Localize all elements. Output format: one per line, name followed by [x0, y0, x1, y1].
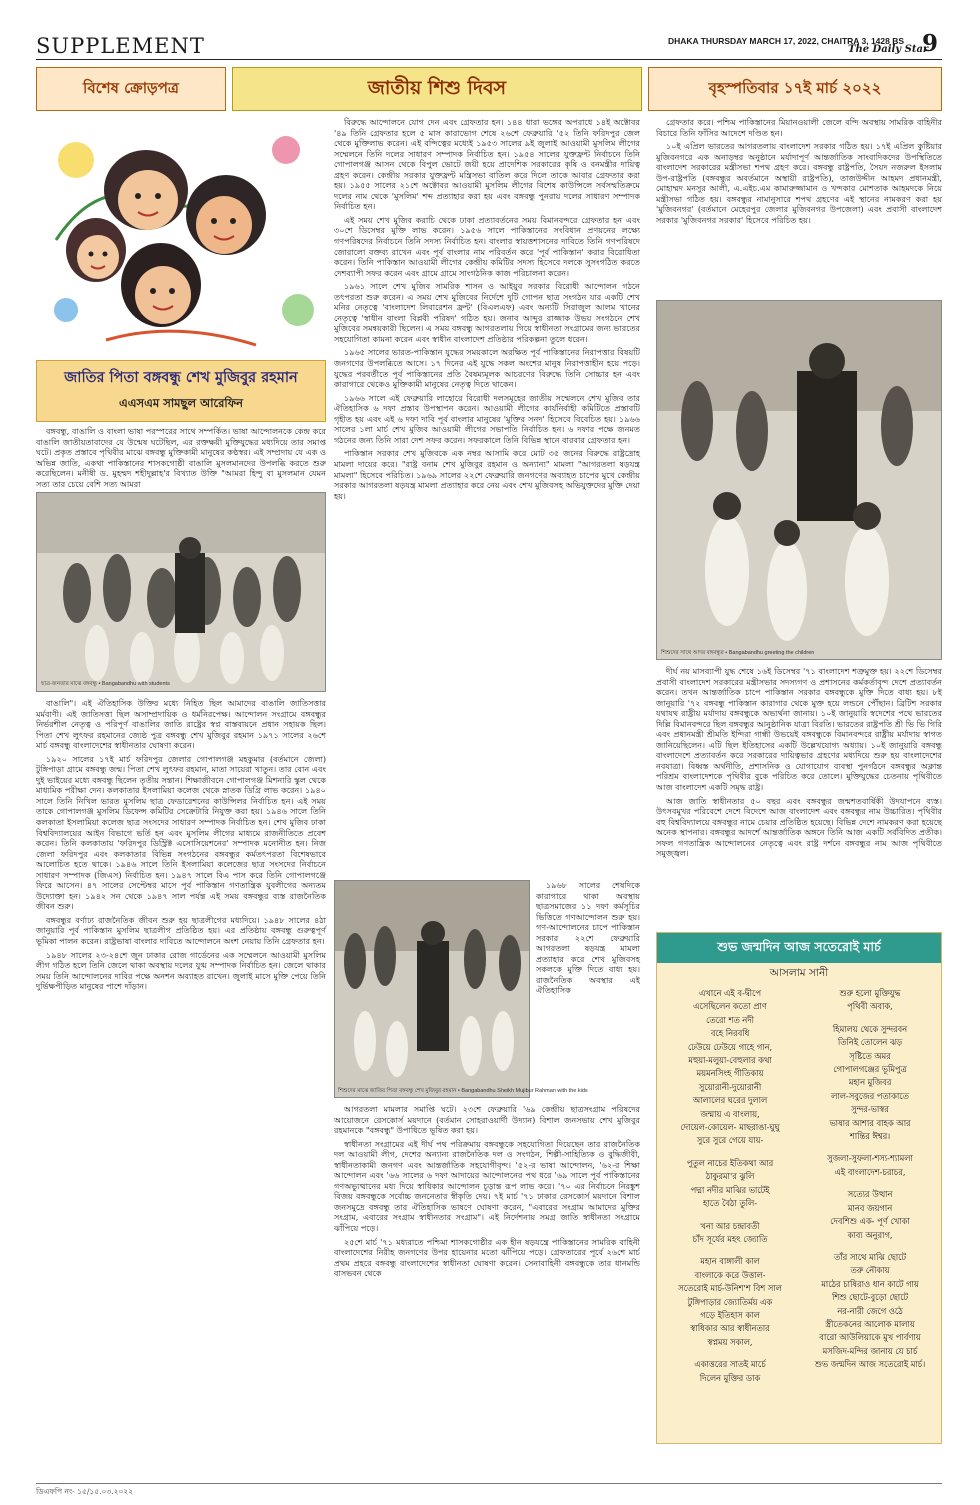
paragraph: আগরতলা মামলার সমাপ্তি ঘটে। ২৩শে ফেব্রুয়ারি '৬৯ কেন্দ্রীয় ছাত্রসংগ্রাম পরিষদের আয়োজনে রেসকোর্স ময়দানে (বর্তমান সোহরাওয়ার্দী উদ্যান) বিশাল জনসভায় শেখ মুজিবুর রহমানকে "বঙ্গবন্ধু" উপাধিতে ভূষিত করা হয়।: [334, 1104, 640, 1136]
poem-line: মহুয়া-মলুয়া-বেহুলার কথা: [688, 1055, 772, 1066]
poem-title: শুভ জন্মদিন আজ সতেরোই মার্চ: [717, 939, 881, 954]
right-column-top: [656, 117, 942, 297]
photo-art: [335, 881, 588, 1097]
band-national-children-day: জাতীয় শিশু দিবস: [232, 67, 642, 111]
poem-line: গড়ে ইতিহাস কাল: [700, 1309, 760, 1320]
poem-line: ভাষার আশার বাহক আর: [829, 1117, 911, 1128]
poem-column-1: [661, 987, 799, 1385]
paragraph: ১৯৪৮ সালের ২৩-২৪শে জুন ঢাকার রোজ গার্ডেনের এক সম্মেলনে আওয়ামী মুসলিম লীগ গঠিত হলে তিনি জেলে থাকা অবস্থায় দলের যুগ্ম সম্পাদক নির্বাচিত হন। জেলে থাকার সময় তিনি আন্দোলনের দাবির পক্ষে অনশন অব্যাহত রাখেন। জুলাই মাসে মুক্তি পেয়ে তিনি দুর্ভিক্ষপীড়িত মানুষের পাশে দাঁড়ান।: [36, 949, 326, 992]
poem-stanza-break: [801, 1179, 939, 1188]
article-byline: এএসএম সামছুল আরেফিন: [118, 396, 243, 410]
paragraph: এই সময় শেখ মুজিব করাচি থেকে ঢাকা প্রত্যাবর্তনের সময় বিমানবন্দরে গ্রেফতার হন এবং ৩০শে ডিসেম্বর মুক্তি লাভ করেন। ১৯৫৬ সালে পাকিস্তানের সংবিধান প্রণয়নের লক্ষ্যে গণপরিষদের নির্বাচনে তিনি সদস্য নির্বাচিত হন। বাংলার স্বায়ত্তশাসনের দাবিতে তিনি গণপরিষদে জোরালো বক্তব্য রাখেন এবং পূর্ব বাংলার নাম পরিবর্তন করে 'পূর্ব পাকিস্তান' করার বিরোধিতা করেন। তিনি পাকিস্তান আওয়ামী লীগের কেন্দ্রীয় কমিটির সদস্য হিসেবে দলকে সুসংগঠিত করতে দেশব্যাপী সফর করেন এবং গ্রামে গ্রামে সাংগঠনিক কাজ পরিচালনা করেন।: [334, 214, 640, 278]
children-illustration-art: [36, 120, 326, 356]
issue-dateline: DHAKA THURSDAY MARCH 17, 2022, CHAITRA 3, 1428 BS: [668, 36, 905, 46]
poem-stanza-break: [661, 1211, 799, 1220]
footer-rule: [36, 1483, 942, 1484]
title-band: [36, 67, 942, 111]
left-column-intro: [36, 426, 326, 489]
poem-line: বাংলাকে করে উত্তাল-: [694, 1269, 766, 1280]
photo-caption: শিশুদের সাথে আদর বঙ্গবন্ধুর • Bangabandhu greeting the children: [661, 650, 815, 656]
poem-line: গোপালগঞ্জের ভূমিপুত্র: [833, 1064, 907, 1075]
paragraph: গ্রেফতার করে। পশ্চিম পাকিস্তানের মিয়ানওয়ালী জেলে বন্দি অবস্থায় সামরিক বাহিনীর বিচারে তিনি ফাঁসির আদেশে দণ্ডিত হন।: [656, 117, 942, 138]
paragraph: ১৯২০ সালের ১৭ই মার্চ ফরিদপুর জেলার গোপালগঞ্জ মহকুমার (বর্তমানে জেলা) টুঙ্গিপাড়া গ্রামে বঙ্গবন্ধু জন্ম। পিতা শেখ লুৎফর রহমান, মাতা সায়েরা খাতুন। তার বোন এবং দুই ভাইয়ের মধ্যে বঙ্গবন্ধু ছিলেন তৃতীয় সন্তান। শিক্ষাজীবনে গোপালগঞ্জ মিশনারি স্কুল থেকে মাধ্যমিক পরীক্ষা দেন। কলকাতার ইসলামিয়া কলেজ থেকে স্নাতক ডিগ্রি লাভ করেন। ১৯৪০ সালে তিনি নিখিল ভারত মুসলিম ছাত্র ফেডারেশনের কাউন্সিলর নির্বাচিত হন। এই সময় তাকে গোপালগঞ্জ মুসলিম ডিফেন্স কমিটির সেক্রেটারি নিযুক্ত করা হয়। ১৯৪৬ সালে তিনি কলকাতা ইসলামিয়া কলেজ ছাত্র সংসদের সাধারণ সম্পাদক নির্বাচিত হন। শেখ মুজিব ঢাকা বিশ্ববিদ্যালয়ের আইন বিভাগে ভর্তি হন এবং মুসলিম লীগের মাধ্যমে রাজনীতিতে প্রবেশ করেন। তিনি কলকাতায় 'ফরিদপুর ডিস্ট্রিক্ট এসোসিয়েশনের' সম্পাদক মনোনীত হন। নিজ জেলা ফরিদপুর এবং কলকাতার বিভিন্ন সংগঠনের বঙ্গবন্ধুর কর্মতৎপরতা বিশেষভাবে আলোচিত হতে থাকে। ১৯৪৬ সালে তিনি ইসলামিয়া কলেজের ছাত্র সংসদের নির্বাচনে সাধারণ সম্পাদক (জিএস) নির্বাচিত হন। ১৯৪৭ সালে বিএ পাস করে তিনি গোপালগঞ্জে ফিরে আসেন। ৪৭ সালের সেপ্টেম্বর মাসে পূর্ব পাকিস্তান গণতান্ত্রিক যুবলীগের অন্যতম উদ্যোক্তা হন। ১৯৪২ সন থেকে ১৯৪৭ সাল পর্যন্ত এই সময় বঙ্গবন্ধুর ব্যস্ত রাজনৈতিক জীবন শুরু।: [36, 753, 326, 912]
poem-stanza-break: [801, 1014, 939, 1023]
poem-line: কাব্য অনুরাগ,: [847, 1229, 893, 1240]
poem-header: [657, 933, 941, 963]
poem-line: শিশু ছোটে-বুড়ো ছোটে: [831, 1292, 909, 1303]
article-header: [36, 360, 326, 422]
paragraph: বিরুদ্ধে আন্দোলনে যোগ দেন এবং গ্রেফতার হন। ১৪৪ ধারা ভঙ্গের অপরাধে ১৪ই অক্টোবর '৪৯ তিনি গ্রেফতার হলে ৫ মাস কারাভোগ শেষে ২৬শে ফেব্রুয়ারি '৫২ তিনি ফরিদপুর জেল থেকে মুক্তিলাভ করেন। এই বন্দিত্বের মধ্যেই ১৯৫৩ সালের ৯ই জুলাই আওয়ামী মুসলিম লীগের সম্মেলনে তিনি দলের সাধারণ সম্পাদক নির্বাচিত হন। ১৯৫৪ সালের যুক্তফ্রন্ট নির্বাচনে তিনি গোপালগঞ্জ আসন থেকে বিপুল ভোটে জয়ী হয়ে প্রাদেশিক সরকারের কৃষি ও বনমন্ত্রীর দায়িত্ব গ্রহণ করেন। কেন্দ্রীয় সরকার যুক্তফ্রন্ট মন্ত্রিসভা বাতিল করে দিলে তাকে আবার গ্রেফতার করা হয়। ১৯৫৫ সালের ২১শে অক্টোবর আওয়ামী মুসলিম লীগের বিশেষ কাউন্সিলে সর্বসম্মতিক্রমে দলের নাম থেকে 'মুসলিম' শব্দ প্রত্যাহার করা হয় এবং বঙ্গবন্ধু পুনরায় দলের সাধারণ সম্পাদক নির্বাচিত হন।: [334, 117, 640, 212]
poem-line: শান্তির ঈশ্বর।: [849, 1131, 891, 1142]
poem-line: হাতে বৈঠা তুলি-: [703, 1198, 757, 1209]
poem-author: আসলাম সানী: [769, 967, 829, 979]
paragraph: পাকিস্তান সরকার শেখ মুজিবকে এক নম্বর আসামি করে মোট ৩৫ জনের বিরুদ্ধে রাষ্ট্রদ্রোহ মামলা দায়ের করে। "রাষ্ট্র বনাম শেখ মুজিবুর রহমান ও অন্যান্য" মামলা "আগরতলা ষড়যন্ত্র মামলা" হিসেবে পরিচিত। ১৯৬৯ সালের ২২শে ফেব্রুয়ারি জনগণের অব্যাহত চাপের মুখে কেন্দ্রীয় সরকার আগরতলা ষড়যন্ত্র মামলা প্রত্যাহার করে নেয় এবং শেখ মুজিবসহ অভিযুক্তদের মুক্তি দেয়া হয়।: [334, 448, 640, 501]
band-special-supplement: বিশেষ ক্রোড়পত্র: [36, 67, 226, 111]
poem-line: সৃষ্টিতে অমর: [849, 1050, 891, 1061]
paragraph: ২৫শে মার্চ '৭১ মধ্যরাতে পশ্চিমা শাসকগোষ্ঠীর এক হীন ষড়যন্ত্রে পাকিস্তানের সামরিক বাহিনী বাংলাদেশের নিরীহ জনগণের উপর হায়েনার মতো ঝাঁপিয়ে পড়ে। গ্রেফতারের পূর্বে ২৬শে মার্চ প্রথম প্রহরে বঙ্গবন্ধু বাংলাদেশের স্বাধীনতা ঘোষণা করেন। সেনাবাহিনী বঙ্গবন্ধুকে তার ধানমন্ডি বাসভবন থেকে: [334, 1236, 640, 1279]
poem-stanza-break: [661, 1349, 799, 1358]
poem-line: তরু নৌকায়: [850, 1265, 890, 1276]
poem-line: নর-নারী জেগে ওঠে: [837, 1305, 903, 1316]
middle-column-body: [334, 117, 640, 875]
paragraph: বঙ্গবন্ধু, বাঙালি ও বাংলা ভাষা পরস্পরের সাথে সম্পর্কিত। ভাষা আন্দোলনকে কেন্দ্র করে বাঙালি জাতীয়তাবাদের যে উন্মেষ ঘটেছিল, এর রক্তক্ষয়ী মুক্তিযুদ্ধের মধ্যদিয়ে তার সমাপ্ত ঘটে। প্রকৃত প্রস্তাবে পৃথিবীর মাঝে বঙ্গবন্ধু মুক্তিকামী মানুষের কণ্ঠস্বর। এই সম্প্রদায় যে এক ও অভিন্ন জাতি, একথা পাকিস্তানের শাসকগোষ্ঠী বাঙালি মুসলমানদের উপলব্ধি করতে শুরু করেছিলেন। মনীষী ড. মুহম্মদ শহীদুল্লাহ'র বিখ্যাত উক্তি "আমরা হিন্দু বা মুসলমান যেমন সত্য তার চেয়ে বেশি সত্য আমরা: [36, 426, 326, 489]
photo-caption: ছাত্র-জনতার মাঝে বঙ্গবন্ধু • Bangabandhu with students: [41, 681, 170, 687]
poem-line: পদ্মা নদীর মাঝির ভাটেই: [690, 1184, 770, 1195]
poem-column-2: [801, 987, 939, 1372]
poem-line: হিমালয় থেকে সুন্দরবন: [832, 1023, 908, 1034]
poem-line: সুয়োরানী-দুয়োরানী: [698, 1081, 762, 1092]
poem-line: দিলেন মুক্তির ডাক: [699, 1372, 761, 1383]
photo-art: [657, 301, 941, 659]
poem-line: পুতুল নাচের ইতিকথা আর: [686, 1157, 774, 1168]
poem-line: তিনিই তোলেন ঝড়: [837, 1037, 903, 1048]
poem-line: দোয়েল-কোয়েল- মাছরাঙা-ঘুঘু: [680, 1122, 780, 1133]
poem-line: স্ত্রীতেকনের আলোক মালায়: [825, 1318, 915, 1329]
poem-line: এই বাংলাদেশ-চরাচর,: [834, 1166, 906, 1177]
masthead-rule: [36, 59, 942, 60]
poem-line: লাল-সবুজের পতাকাতে: [831, 1090, 909, 1101]
poem-line: মহান বাঙ্গালী কাল: [700, 1256, 760, 1267]
poem-line: দেবশিশু এক- পূর্ণ খোকা: [830, 1216, 910, 1227]
poem-stanza-break: [661, 1246, 799, 1255]
poem-line: খনা আর চন্দ্রাবতী: [700, 1220, 760, 1231]
poem-line: বারো আউলিয়াকে মুখ পার্বণায়: [819, 1332, 921, 1343]
poem-line: সত্যের উত্থান: [847, 1189, 893, 1200]
middle-narrow-column: [536, 880, 640, 1100]
children-illustration: [36, 120, 326, 356]
poem-line: এখানে এই ব-দ্বীপে: [698, 988, 762, 998]
newspaper-logo: The Daily Star: [848, 44, 929, 55]
poem-line: সুরে সুরে গেয়ে যায়-: [696, 1135, 764, 1146]
poem-line: চাঁদ সূর্যের মহৎ জ্যোতি: [692, 1233, 768, 1244]
poem-line: সুন্দর-ভাস্বর: [851, 1104, 889, 1115]
poem-line: শুরু হলো মুক্তিযুদ্ধ: [839, 988, 901, 998]
paragraph: স্বাধীনতা সংগ্রামের এই দীর্ঘ পথ পরিক্রমায় বঙ্গবন্ধুকে সহযোগিতা দিয়েছেন তার রাজনৈতিক দল আওয়ামী লীগ, দেশের অন্যান্য রাজনৈতিক দল ও সংগঠন, শিল্পী-সাহিত্যিক ও বুদ্ধিজীবী, স্বাধীনতাকামী জনগণ এবং আন্তর্জাতিক সহযোগীবৃন্দ। '৫২-র ভাষা আন্দোলন, '৬২-র শিক্ষা আন্দোলন এবং '৬৬ সালের ৬ দফা আদায়ের আন্দোলনের পথ ধরে '৬৯ সালে পূর্ব পাকিস্তানের গণঅভ্যুত্থানের মধ্য দিয়ে স্বাধিকার আন্দোলন চূড়ান্ত রূপ লাভ করে। '৭০ এর নির্বাচনে নিরঙ্কুশ বিজয় বঙ্গবন্ধুকে সর্বোচ্চ জননেতার স্বীকৃতি দেয়। ৭ই মার্চ '৭১ ঢাকার রেসকোর্স ময়দানে বিশাল জনসমুদ্রে বঙ্গবন্ধু তার ঐতিহাসিক ভাষণে ঘোষণা করেন, "এবারের সংগ্রাম আমাদের মুক্তির সংগ্রাম, এবারের সংগ্রাম স্বাধীনতার সংগ্রাম"। এই নির্দেশনায় সমগ্র জাতি স্বাধীনতা সংগ্রামে ঝাঁপিয়ে পড়ে।: [334, 1138, 640, 1234]
paragraph: বাঙালি"। এই ঐতিহাসিক উক্তির মধ্যে নিহিত ছিল আমাদের বাঙালি জাতিসত্তার মর্মবাণী। এই জাতিসত্তা ছিল অসাম্প্রদায়িক ও ধর্মনিরপেক্ষ। আন্দোলন সংগ্রামে বঙ্গবন্ধুর নির্ভরশীল নেতৃত্ব ও পরিপূর্ণ বাঙালির জাতি রাষ্ট্রের স্বপ্ন বাস্তবায়নে প্রধান সহায়ক ছিল। পিতা শেখ লুৎফর রহমানের জ্যেষ্ঠ পুত্র বঙ্গবন্ধু শেখ মুজিবুর রহমান ১৯৭১ সালের ২৬শে মার্চ বঙ্গবন্ধু বাংলাদেশের স্বাধীনতার ঘোষণা করেন।: [36, 698, 326, 751]
paragraph: ১৯৬৮ সালের শেষদিকে কারাগারে থাকা অবস্থায় ছাত্রসমাজের ১১ দফা কর্মসূচির ভিত্তিতে গণআন্দোলন শুরু হয়। গণ-আন্দোলনের চাপে পাকিস্তান সরকার ২২শে ফেব্রুয়ারি আগরতলা ষড়যন্ত্র মামলা প্রত্যাহার করে শেখ মুজিবসহ সকলকে মুক্তি দিতে বাধ্য হয়। রাজনৈতিক অবস্থার এই ঐতিহাসিক: [536, 880, 640, 996]
poem-line: স্বপ্নময় সকাল,: [707, 1336, 753, 1347]
poem-line: ময়মনসিংহ গীতিকায়: [696, 1068, 764, 1079]
poem-line: ঠাকুরমা'র ঝুলি: [705, 1171, 755, 1182]
section-name: SUPPLEMENT: [36, 34, 205, 58]
right-column-bottom: [656, 666, 942, 926]
poem-line: এসেছিলেন কতো প্রাণ: [693, 1001, 767, 1012]
poem-line: বহে নিরবধি: [710, 1028, 750, 1039]
paragraph: ১৯৬১ সালে শেখ মুজিব সামরিক শাসন ও আইয়ুব সরকার বিরোধী আন্দোলন গঠনে তৎপরতা শুরু করেন। এ সময় শেখ মুজিবের নির্দেশে দুটি গোপন ছাত্র সংগঠন যার একটি শেখ মনির নেতৃত্বে 'বাংলাদেশ লিবারেশন ফ্রন্ট' (বিএলএফ) এবং অন্যটি সিরাজুল আলম খানের নেতৃত্বে 'স্বাধীন বাংলা বিপ্লবী পরিষদ' গঠিত হয়। জনাব আব্দুর রাজ্জাক উভয় সংগঠনে শেখ মুজিবের সমন্বয়কারী ছিলেন। এ সময় বঙ্গবন্ধু আগরতলায় গিয়ে স্বাধীনতা সংগ্রামের জন্য ভারতের সহযোগিতা কামনা করেন এবং স্বাধীন বাংলাদেশ প্রতিষ্ঠার পরিকল্পনা তুলে ধরেন।: [334, 281, 640, 344]
poem-stanza-break: [661, 1148, 799, 1157]
photo-art: [37, 493, 325, 691]
poem-line: একাত্তরের সাতই মার্চে: [694, 1359, 766, 1370]
poem-line: ঢেউয়ে ঢেউয়ে গাহে গান,: [687, 1041, 773, 1052]
poem-line: পৃথিবী অবাক,: [847, 1001, 893, 1012]
paragraph: আজ জাতি স্বাধীনতার ৫০ বছর এবং বঙ্গবন্ধুর জন্মশতবার্ষিকী উদযাপনে ব্যস্ত। উৎসবমুখর পরিবেশে দেশে বিদেশে আজ বাংলাদেশ এবং বঙ্গবন্ধুর নাম উচ্চারিত। পৃথিবীর বহু বিশ্ববিদ্যালয়ে বঙ্গবন্ধুর নামে চেয়ার প্রতিষ্ঠিত হয়েছে। বিভিন্ন দেশে নামকরণ করা হয়েছে অনেক স্থাপনার। বঙ্গবন্ধুর আদর্শে আন্তর্জাতিক অঙ্গনে তিনি আজ একটি সর্ববিদিত প্রতীক। সফল গণতান্ত্রিক আন্দোলনের নেতৃত্বে এবং রাষ্ট্র দর্শনে বঙ্গবন্ধুর নাম আজ পৃথিবীতে সমুজ্জ্বল।: [656, 795, 942, 859]
paragraph: ১৯৬৫ সালের ভারত-পাকিস্তান যুদ্ধের সময়কালে অরক্ষিত পূর্ব পাকিস্তানের নিরাপত্তার বিষয়টি জনগণের উপলব্ধিতে আসে। ১৭ দিনের এই যুদ্ধে সকল অংশের মানুষ নিরাপত্তাহীন হয়ে পড়ে। যুদ্ধের পরবর্তীতে পূর্ব পাকিস্তানের প্রতি বৈষম্যমূলক আচরণের বিরুদ্ধে তিনি সোচ্চার হন এবং কারাগারে থেকেও মুক্তিকামী মানুষের নেতৃত্ব দিতে থাকেন।: [334, 347, 640, 390]
middle-column-bottom: [334, 1104, 640, 1482]
paragraph: ১০ই এপ্রিল ভারতের আগরতলায় বাংলাদেশ সরকার গঠিত হয়। ১৭ই এপ্রিল কুষ্টিয়ার মুজিবনগরে এক অনাড়ম্বর অনুষ্ঠানে মর্যাদাপূর্ণ আন্তর্জাতিক সাংবাদিকদের উপস্থিতিতে বাংলাদেশ সরকারের মন্ত্রীসভা শপথ গ্রহণ করে। বঙ্গবন্ধু রাষ্ট্রপতি, সৈয়দ নজরুল ইসলাম উপ-রাষ্ট্রপতি (বঙ্গবন্ধুর অবর্তমানে অস্থায়ী রাষ্ট্রপতি), তাজউদ্দীন আহমদ প্রধানমন্ত্রী, মোহাম্মদ মনসুর আলী, এ.এইচ.এম কামারুজ্জামান ও খন্দকার মোশতাক আহমদকে নিয়ে মন্ত্রীসভা গঠিত হয়। বঙ্গবন্ধুর নামানুসারে শপথ গ্রহণের এই স্থানের নামকরণ করা হয় 'মুজিবনগর' (বর্তমানে মেহেরপুর জেলার মুজিবনগর উপজেলা) এবং প্রবাসী বাংলাদেশ সরকার 'মুজিবনগর সরকার' হিসেবে পরিচিত হয়।: [656, 141, 942, 225]
poem-line: সতেরোই মার্চ-উনিশ'শ বিশ সাল: [678, 1283, 782, 1294]
poem-line: টুঙ্গিপাড়ার জ্যোতির্ময় এক: [687, 1296, 773, 1307]
left-column-body: [36, 698, 326, 1482]
poem-line: আলালের ঘরের দুলাল: [692, 1095, 768, 1106]
poem-line: তাঁর সাথে মাঝি ছোটে: [833, 1251, 907, 1262]
paragraph: বঙ্গবন্ধুর বর্ণাঢ্য রাজনৈতিক জীবন শুরু হয় ছাত্রলীগের মধ্যদিয়ে। ১৯৪৮ সালের ৪ঠা জানুয়ারি পূর্ব পাকিস্তান মুসলিম ছাত্রলীগ প্রতিষ্ঠিত হয়। এর প্রতিষ্ঠায় বঙ্গবন্ধু গুরুত্বপূর্ণ ভূমিকা পালন করেন। রাষ্ট্রভাষা বাংলার দাবিতে আন্দোলনে অংশ নেয়ায় তিনি গ্রেফতার হন।: [36, 914, 326, 947]
poem-line: জন্মায় এ বাংলায়,: [700, 1108, 760, 1119]
photo-caption: শিশুদের মাঝে জাতির পিতা বঙ্গবন্ধু শেখ মুজিবুর রহমান • Bangabandhu Sheikh Mujibur Rahman with the kids: [338, 1088, 588, 1094]
photo-bangabandhu-students: [36, 492, 326, 692]
poem-line: স্বাধিকার আর স্বাধীনতার: [690, 1323, 770, 1334]
poem-line: মসজিদ-মন্দির জানায় যে চার্চ: [822, 1345, 918, 1356]
poem-line: সুজলা-সুফলা-শস্য-শ্যামলা: [827, 1153, 913, 1164]
poem-line: মানব জয়গান: [847, 1202, 893, 1213]
photo-bangabandhu-greeting: [656, 300, 942, 660]
page-number: 9: [922, 30, 939, 57]
poem-line: মাঠের চাষিরাও ধান কাটে গায়: [821, 1278, 919, 1289]
poem-line: মহান মুজিবর: [848, 1077, 892, 1088]
footer-dfp-number: ডিএফপি নং- ১৫/১৫.০৩.২০২২: [36, 1487, 134, 1496]
masthead: [0, 0, 980, 60]
paragraph: দীর্ঘ নয় মাসব্যাপী যুদ্ধ শেষে ১৬ই ডিসেম্বর '৭১ বাংলাদেশ শত্রুমুক্ত হয়। ২২শে ডিসেম্বর প্রবাসী বাংলাদেশ সরকারের মন্ত্রীসভার সদস্যগণ ও প্রশাসনের কর্মকর্তাবৃন্দ দেশে প্রত্যাবর্তন করেন। তখন আন্তর্জাতিক চাপে পাকিস্তান সরকার বঙ্গবন্ধুকে মুক্তি দিতে বাধ্য হয়। ৮ই জানুয়ারি '৭২ বঙ্গবন্ধু পাকিস্তান কারাগার থেকে মুক্ত হয়ে লন্ডনে পৌঁছান। ব্রিটিশ সরকার যথাযথ রাষ্ট্রীয় মর্যাদায় বঙ্গবন্ধুকে অভ্যর্থনা জানায়। ১০ই জানুয়ারি স্বদেশের পথে ভারতের দিল্লি বিমানবন্দরে ছিল বঙ্গবন্ধুর আনুষ্ঠানিক যাত্রা বিরতি। ভারতের রাষ্ট্রপতি শ্রী ভি ভি গিরি এবং প্রধানমন্ত্রী শ্রীমতি ইন্দিরা গান্ধী উভয়েই বঙ্গবন্ধুকে বিমানবন্দরে রাষ্ট্রীয় মর্যাদায় স্বাগত জানিয়েছিলেন। এটি ছিল ইতিহাসের একটি উল্লেখযোগ্য অধ্যায়। ১০ই জানুয়ারি বঙ্গবন্ধু বাংলাদেশে প্রত্যাবর্তন করে সরকারের দায়িত্বভার গ্রহণের মধ্যদিয়ে শুরু হয় বাংলাদেশের নবযাত্রা। বিধ্বস্ত অর্থনীতি, প্রশাসনিক ও যোগাযোগ ব্যবস্থা পুনর্গঠনে বঙ্গবন্ধুর অক্লান্ত পরিশ্রম বাংলাদেশকে পৃথিবীর বুকে পরিচিত করে তোলে। মুক্তিযুদ্ধের চেতনায় পৃথিবীতে আজ বাংলাদেশ একটি সমৃদ্ধ রাষ্ট্র।: [656, 666, 942, 793]
poem-stanza-break: [801, 1242, 939, 1251]
article-headline: জাতির পিতা বঙ্গবন্ধু শেখ মুজিবুর রহমান: [64, 369, 298, 386]
band-date: বৃহস্পতিবার ১৭ই মার্চ ২০২২: [648, 67, 942, 111]
paragraph: ১৯৬৬ সালে এই ফেব্রুয়ারি লাহোরে বিরোধী দলসমূহের জাতীয় সম্মেলনে শেখ মুজিব তার ঐতিহাসিক ৬ দফা প্রস্তাব উপস্থাপন করেন। আওয়ামী লীগের কার্যনির্বাহী কমিটিতে প্রস্তাবটি গৃহীত হয় এবং এই ৬ দফা দাবি পূর্ব বাংলার মানুষের 'মুক্তির সনদ' হিসেবে বিবেচিত হয়। ১৯৬৬ সালের ১লা মার্চ শেখ মুজিব আওয়ামী লীগের সভাপতি নির্বাচিত হন। ৬ দফার পক্ষে জনমত গঠনের জন্য তিনি সারা দেশ সফর করেন। সফরকালে তিনি বিভিন্ন স্থানে বারবার গ্রেফতার হন।: [334, 392, 640, 445]
poem-line: শুভ জন্মদিন আজ সতেরোই মার্চ।: [814, 1359, 926, 1370]
poem-line: তেরো শত নদী: [706, 1014, 754, 1025]
poem-stanza-break: [801, 1143, 939, 1152]
poem-box: [656, 932, 942, 1444]
